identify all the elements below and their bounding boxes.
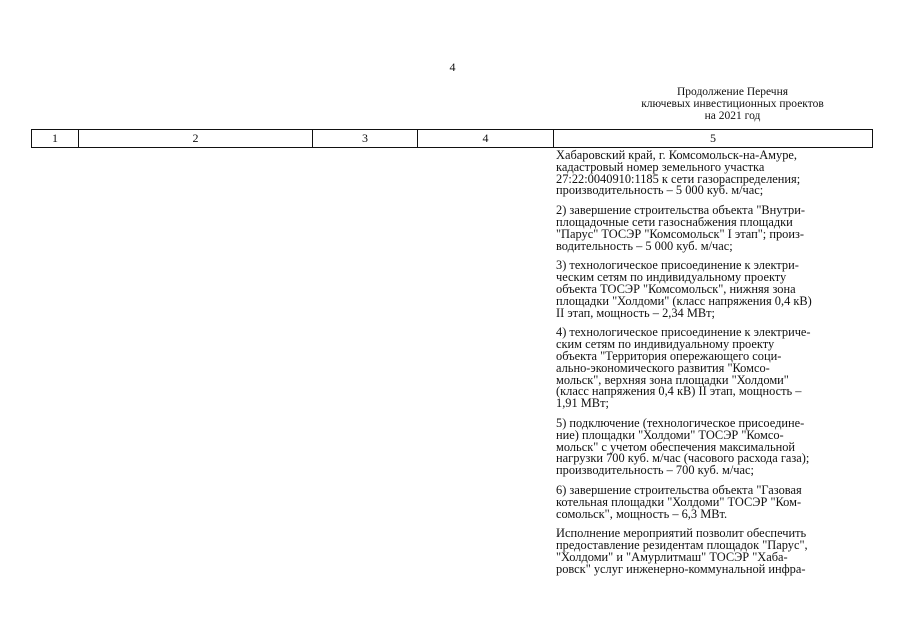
text-line: 4) технологическое присоединение к электриче- — [556, 325, 811, 340]
text-line: производительность – 700 куб. м/час; — [556, 463, 754, 478]
paragraph-item-3 — [556, 260, 876, 319]
paragraph-conclusion — [556, 528, 876, 575]
text-line: Хабаровский край, г. Комсомольск-на-Амуре, — [556, 148, 798, 162]
text-line: площадки "Холдоми" (класс напряжения 0,4 кВ) — [556, 293, 812, 308]
text-line: 5) подключение (технологическое присоедине- — [556, 415, 805, 430]
text-line: водительность – 5 000 куб. м/час; — [556, 238, 733, 253]
text-line: 2) завершение строительства объекта "Внутри- — [556, 203, 806, 218]
paragraph-address — [556, 150, 876, 197]
column-header-1: 1 — [32, 130, 79, 148]
column-header-3: 3 — [313, 130, 418, 148]
text-line: 1,91 МВт; — [556, 396, 609, 411]
text-line: котельная площадки "Холдоми" ТОСЭР "Ком- — [556, 494, 802, 509]
header-row — [32, 130, 873, 148]
text-line: сомольск", мощность – 6,3 МВт. — [556, 506, 728, 521]
paragraph-item-2 — [556, 205, 876, 252]
text-line: нагрузки 700 куб. м/час (часового расхода газа); — [556, 451, 810, 466]
paragraph-item-4 — [556, 327, 876, 410]
continuation-line: на 2021 год — [704, 110, 761, 122]
text-line: ально-экономического развития "Комсо- — [556, 360, 770, 375]
column-header-5: 5 — [554, 130, 873, 148]
text-line: ровск" услуг инженерно-коммунальной инфра- — [556, 561, 806, 576]
text-line: производительность – 5 000 куб. м/час; — [556, 183, 764, 198]
column-header-table — [31, 129, 873, 148]
paragraph-item-5 — [556, 415, 876, 478]
text-line: ческим сетям по индивидуальному проекту — [556, 270, 787, 285]
text-line: (класс напряжения 0,4 кВ) II этап, мощность – — [556, 384, 802, 399]
text-line: 3) технологическое присоединение к электри- — [556, 258, 799, 273]
text-line: объекта "Территория опережающего соци- — [556, 348, 782, 363]
continuation-heading — [600, 86, 865, 122]
page-number: 4 — [449, 60, 456, 74]
text-line: Исполнение мероприятий позволит обеспечить — [556, 526, 807, 541]
column-header-4: 4 — [418, 130, 554, 148]
text-line: объекта ТОСЭР "Комсомольск", нижняя зона — [556, 281, 796, 296]
column-5-content — [556, 150, 876, 584]
text-line: мольск" с учетом обеспечения максимальной — [556, 439, 796, 454]
text-line: ние) площадки "Холдоми" ТОСЭР "Комсо- — [556, 427, 784, 442]
text-line: кадастровый номер земельного участка — [556, 159, 765, 174]
text-line: II этап, мощность – 2,34 МВт; — [556, 305, 715, 320]
continuation-line: ключевых инвестиционных проектов — [641, 98, 824, 110]
text-line: предоставление резидентам площадок "Парус", — [556, 538, 808, 553]
column-header-2: 2 — [79, 130, 313, 148]
text-line: 27:22:0040910:1185 к сети газораспределения; — [556, 171, 801, 186]
paragraph-item-6 — [556, 482, 876, 521]
text-line: "Холдоми" и "Амурлитмаш" ТОСЭР "Хаба- — [556, 549, 788, 564]
text-line: "Парус" ТОСЭР "Комсомольск" I этап"; произ- — [556, 226, 805, 241]
text-line: мольск", верхняя зона площадки "Холдоми" — [556, 372, 789, 387]
text-line: ским сетям по индивидуальному проекту — [556, 337, 775, 352]
text-line: 6) завершение строительства объекта "Газовая — [556, 482, 802, 497]
continuation-line: Продолжение Перечня — [676, 86, 789, 98]
text-line: площадочные сети газоснабжения площадки — [556, 214, 793, 229]
